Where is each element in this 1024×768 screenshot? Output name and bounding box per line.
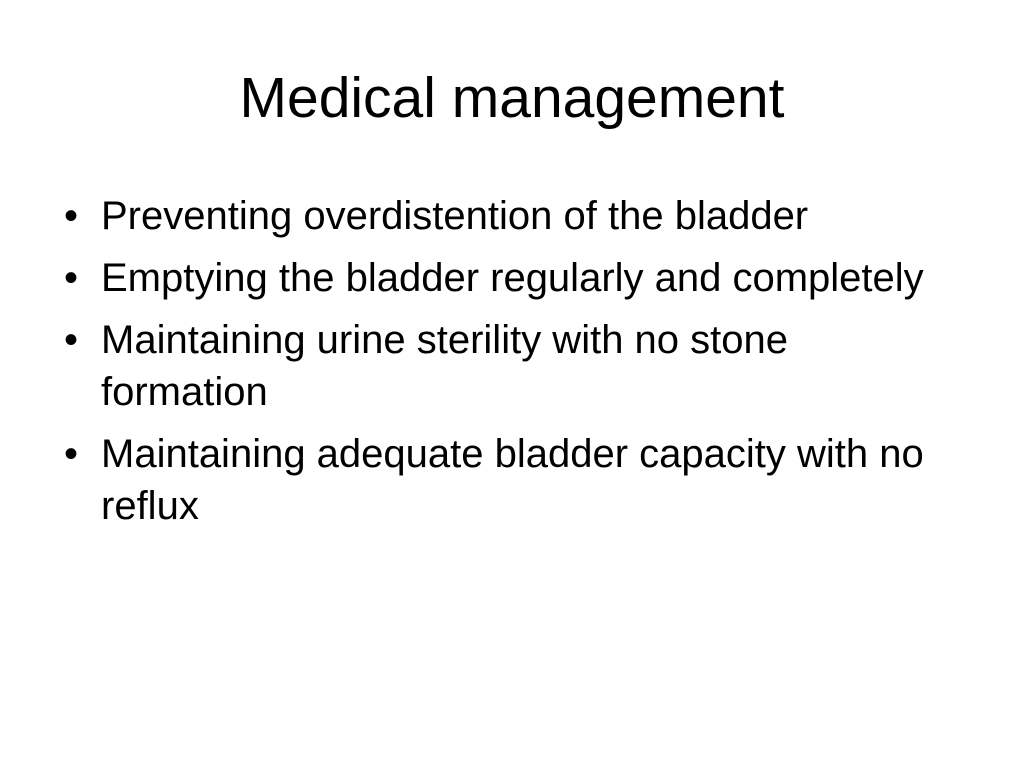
- bullet-dot-icon: •: [63, 432, 78, 476]
- bullet-list: [56, 190, 956, 542]
- bullet-text: Emptying the bladder regularly and completely: [101, 256, 924, 300]
- bullet-dot-icon: •: [63, 256, 78, 300]
- bullet-item: [56, 314, 956, 418]
- bullet-text: Maintaining urine sterility with no stone formation: [101, 318, 789, 414]
- bullet-dot-icon: •: [63, 318, 78, 362]
- bullet-item: [56, 190, 956, 242]
- bullet-item: [56, 428, 956, 532]
- bullet-item: [56, 252, 956, 304]
- bullet-dot-icon: •: [63, 194, 78, 238]
- bullet-text: Maintaining adequate bladder capacity with no reflux: [101, 432, 924, 528]
- bullet-text: Preventing overdistention of the bladder: [101, 194, 809, 238]
- slide-title: Medical management: [239, 66, 785, 130]
